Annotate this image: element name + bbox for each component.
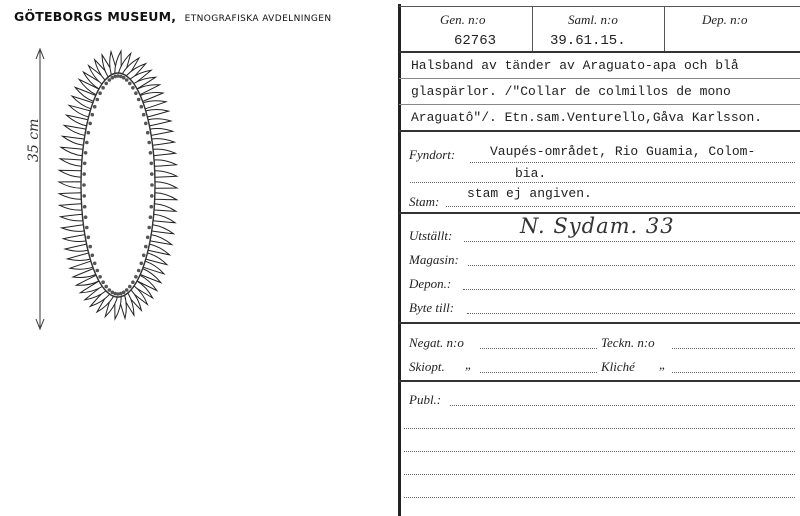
- magasin-label: Magasin:: [409, 252, 459, 267]
- necklace-bead: [83, 205, 87, 209]
- necklace-bead: [85, 226, 89, 230]
- necklace-bead: [82, 172, 86, 176]
- necklace-tooth: [67, 253, 90, 261]
- necklace-tooth: [60, 204, 82, 210]
- necklace-bead: [111, 291, 115, 295]
- table-bottom-rule: [399, 51, 800, 53]
- necklace-bead: [101, 280, 105, 284]
- necklace-teeth: [59, 51, 177, 319]
- teckn-label: Teckn. n:o: [601, 335, 655, 350]
- necklace-tooth: [66, 115, 88, 126]
- necklace-bead: [98, 91, 102, 95]
- description-rule-2: [399, 104, 800, 105]
- kliche-ditto: „: [659, 357, 667, 372]
- necklace-bead: [104, 285, 108, 289]
- necklace-bead: [88, 122, 92, 126]
- necklace-tooth: [59, 193, 81, 199]
- necklace-bead: [149, 151, 153, 155]
- necklace-bead: [146, 131, 150, 135]
- necklace-bead: [91, 113, 95, 117]
- necklace-bead: [134, 91, 138, 95]
- necklace-bead: [131, 86, 135, 90]
- necklace-tooth: [148, 244, 170, 255]
- gen-label: Gen. n:o: [440, 12, 486, 27]
- necklace-tooth: [153, 214, 175, 222]
- table-top-rule: [399, 6, 800, 7]
- necklace-tooth: [155, 193, 177, 200]
- necklace-bead: [125, 78, 129, 82]
- necklace-bead: [87, 236, 91, 240]
- fyndort-line: [470, 162, 795, 163]
- card-left-border: [398, 4, 401, 516]
- necklace-bead: [98, 275, 102, 279]
- necklace-tooth: [62, 225, 85, 232]
- necklace-bead: [108, 78, 112, 82]
- necklace-bead: [146, 236, 150, 240]
- necklace-tooth: [154, 204, 176, 212]
- necklace-tooth: [65, 244, 88, 251]
- fyndort-value-2: bia.: [515, 166, 547, 181]
- negat-line: [480, 348, 597, 349]
- necklace-bead: [96, 269, 100, 273]
- stam-line: [446, 206, 795, 207]
- description-rule-1: [399, 78, 800, 79]
- museum-header: [14, 8, 331, 26]
- necklace-bead: [144, 245, 148, 249]
- necklace-bead: [128, 82, 132, 86]
- publ-label: Publ.:: [409, 392, 442, 407]
- publ-line-1: [450, 405, 795, 406]
- museum-name: GÖTEBORGS MUSEUM,: [14, 9, 177, 24]
- description-line-2: glaspärlor. /"Collar de colmillos de mono: [411, 84, 731, 99]
- table-divider-1: [532, 6, 533, 51]
- necklace-tooth: [143, 101, 166, 109]
- necklace-bead: [104, 82, 108, 86]
- utstallt-label: Utställt:: [409, 228, 453, 243]
- kliche-line: [672, 372, 795, 373]
- necklace-tooth: [61, 147, 83, 155]
- table-divider-2: [664, 6, 665, 51]
- necklace-bead: [150, 194, 154, 198]
- necklace-tooth: [155, 182, 177, 188]
- skiopt-line: [480, 372, 597, 373]
- publ-line-5: [404, 497, 795, 498]
- necklace-tooth: [150, 235, 172, 245]
- necklace-bead: [88, 245, 92, 249]
- necklace-bead: [150, 205, 154, 209]
- necklace-bead: [150, 172, 154, 176]
- stam-value: stam ej angiven.: [467, 186, 592, 201]
- necklace-bead: [82, 194, 86, 198]
- fyndort-line-2: [410, 182, 795, 183]
- necklace-tooth: [148, 119, 171, 126]
- department-name: ETNOGRAFISKA AVDELNINGEN: [184, 14, 332, 24]
- necklace-tooth: [150, 128, 173, 135]
- skiopt-bottom-rule: [399, 380, 800, 382]
- necklace-bead: [131, 280, 135, 284]
- necklace-bead: [84, 215, 88, 219]
- description-line-3: Araguatô"/. Etn.sam.Venturello,Gåva Karlsson.: [411, 110, 763, 125]
- teckn-line: [672, 348, 795, 349]
- necklace-bead: [140, 105, 144, 109]
- necklace-bead: [137, 269, 141, 273]
- necklace-tooth: [63, 235, 86, 242]
- necklace-tooth: [146, 109, 169, 117]
- necklace-bead: [82, 183, 86, 187]
- necklace-bead: [137, 98, 141, 102]
- necklace-bead: [93, 105, 97, 109]
- kliche-label: Kliché: [601, 359, 635, 374]
- necklace-tooth: [154, 160, 176, 166]
- byte-bottom-rule: [399, 322, 800, 324]
- necklace-bead: [84, 151, 88, 155]
- necklace-bead: [93, 262, 97, 266]
- necklace-tooth: [59, 170, 81, 177]
- necklace-tooth: [60, 214, 83, 221]
- description-bottom-rule: [399, 130, 800, 132]
- necklace-tooth: [152, 139, 175, 146]
- stam-label: Stam:: [409, 194, 440, 209]
- necklace-bead: [87, 131, 91, 135]
- depon-line: [463, 289, 795, 290]
- necklace-tooth: [59, 182, 81, 188]
- utstallt-line: [464, 241, 795, 242]
- necklace-bead: [142, 254, 146, 258]
- necklace-tooth: [155, 171, 177, 177]
- necklace-bead: [108, 288, 112, 292]
- publ-line-2: [404, 428, 795, 429]
- saml-number: 39.61.15.: [550, 33, 626, 49]
- necklace-tooth: [70, 261, 93, 269]
- magasin-line: [468, 265, 795, 266]
- necklace-bead: [147, 141, 151, 145]
- skiopt-label: Skiopt.: [409, 359, 445, 374]
- necklace-bead: [91, 254, 95, 258]
- fyndort-label: Fyndort:: [409, 147, 456, 162]
- necklace-tooth: [62, 136, 84, 145]
- necklace-bead: [125, 288, 129, 292]
- publ-line-4: [404, 474, 795, 475]
- necklace-bead: [150, 162, 154, 166]
- necklace-bead: [147, 226, 151, 230]
- necklace-bead: [122, 76, 126, 80]
- necklace-inner-strand: [81, 73, 155, 297]
- necklace-bead: [128, 285, 132, 289]
- fyndort-value: Vaupés-området, Rio Guamia, Colom-: [490, 144, 756, 159]
- necklace-bead: [101, 86, 105, 90]
- necklace-bead: [96, 98, 100, 102]
- necklace-tooth: [152, 225, 174, 234]
- utstallt-value: N. Sydam. 33: [520, 214, 675, 238]
- gen-number: 62763: [454, 33, 497, 49]
- negat-label: Negat. n:o: [409, 335, 464, 350]
- byte-label: Byte till:: [409, 300, 455, 315]
- necklace-tooth: [64, 125, 86, 135]
- necklace-bead: [140, 262, 144, 266]
- scale-label: 35 cm: [26, 118, 42, 162]
- necklace-bead: [83, 162, 87, 166]
- description-line-1: Halsband av tänder av Araguato-apa och blå: [411, 58, 739, 73]
- necklace-bead: [142, 113, 146, 117]
- necklace-bead: [150, 183, 154, 187]
- necklace-tooth: [140, 93, 163, 102]
- necklace-bead: [85, 141, 89, 145]
- necklace-tooth: [73, 269, 96, 278]
- depon-label: Depon.:: [409, 276, 452, 291]
- dep-label: Dep. n:o: [702, 12, 748, 27]
- necklace-bead: [149, 215, 153, 219]
- necklace-drawing: [20, 45, 180, 335]
- necklace-bead: [144, 122, 148, 126]
- necklace-tooth: [153, 149, 176, 156]
- byte-line: [467, 313, 795, 314]
- skiopt-ditto: „: [465, 357, 473, 372]
- necklace-bead: [134, 275, 138, 279]
- saml-label: Saml. n:o: [568, 12, 618, 27]
- necklace-tooth: [60, 159, 82, 167]
- publ-line-3: [404, 451, 795, 452]
